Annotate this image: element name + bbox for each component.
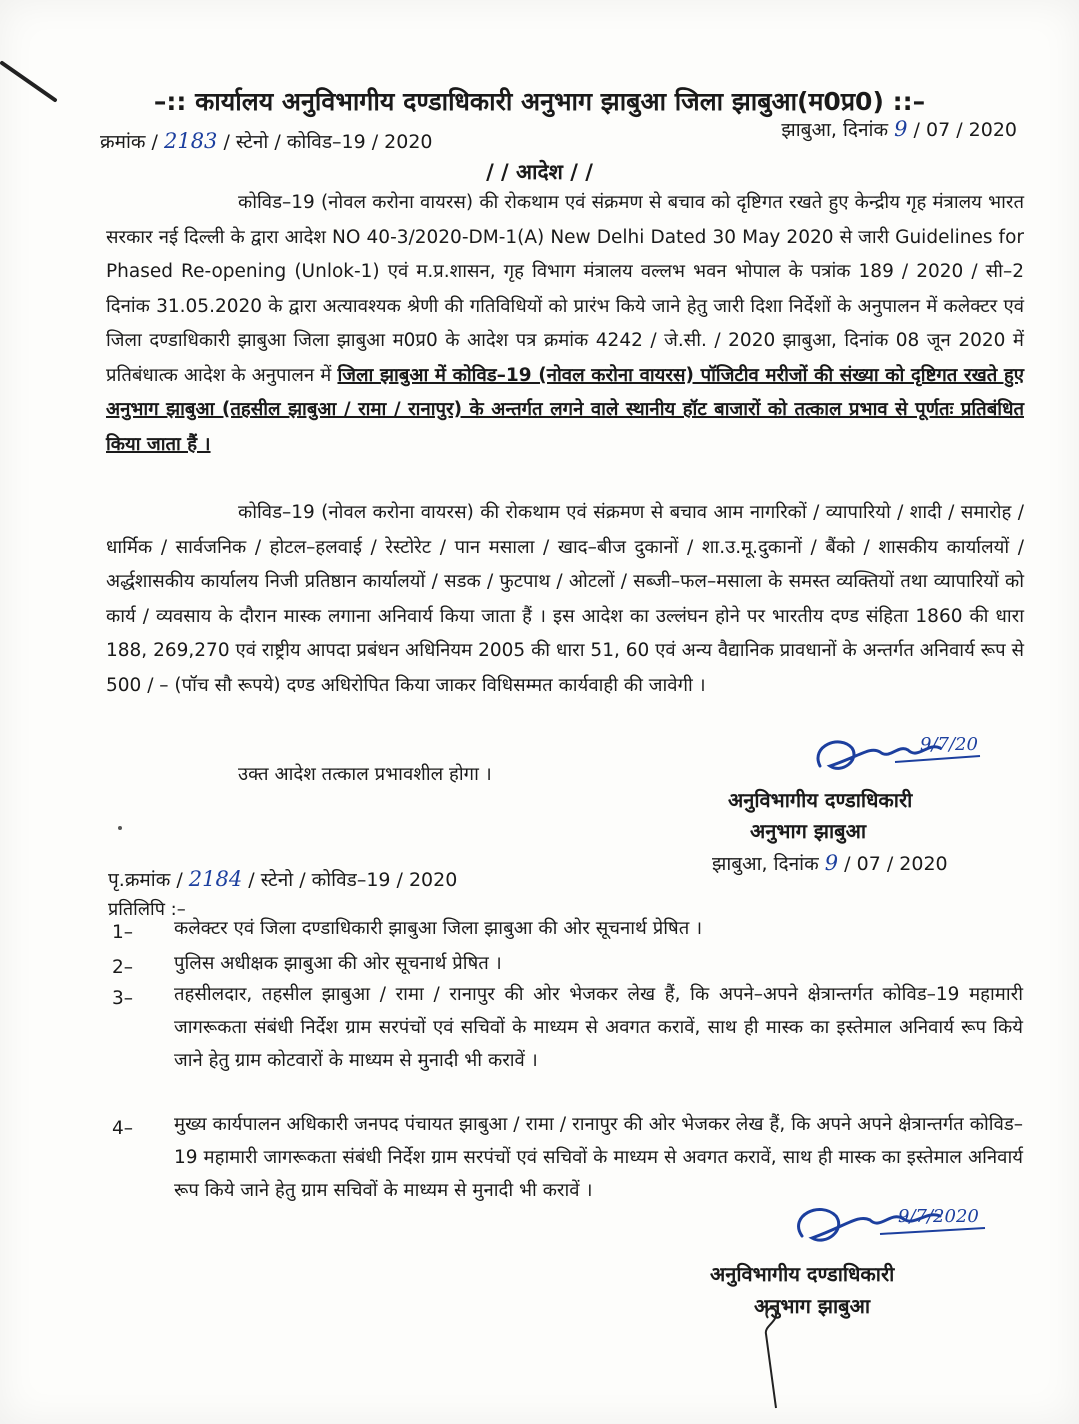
copy-item [108,912,1023,945]
paragraph-1-text: कोविड–19 (नोवल करोना वायरस) की रोकथाम एवं संक्रमण से बचाव को दृष्टिगत रखते हुए केन्द्रीय गृह मंत्रालय भारत सरकार नई दिल्ली के द्वारा आदेश NO 40-3/2020-DM-1(A) New Delhi Dated 30 May 2020 से जारी Guidelines for Phased Re-opening (Unlok-1) एवं म.प्र.शासन, गृह विभाग मंत्रालय वल्लभ भवन भोपाल के पत्रांक 189 / 2020 / सी–2 दिनांक 31.05.2020 के द्वारा अत्यावश्यक श्रेणी की गतिविधियों को प्रारंभ किये जाने हेतु जारी दिशा निर्देशों के अनुपालन में कलेक्टर एवं जिला दण्डाधिकारी झाबुआ जिला झाबुआ म0प्र0 के आदेश पत्र क्रमांक 4242 / जे.सी. / 2020 झाबुआ, दिनांक 08 जून 2020 में प्रतिबंधात्क आदेश के अनुपालन में [106,192,1024,386]
signatory-2-subtitle: अनुभाग झाबुआ [754,1294,871,1318]
copy-item-text: पुलिस अधीक्षक झाबुआ की ओर सूचनार्थ प्रेषित । [174,953,502,974]
signatory-1-subtitle: अनुभाग झाबुआ [750,819,867,843]
signatory-2-title: अनुविभागीय दण्डाधिकारी [710,1262,895,1286]
forward-reference-number [108,866,457,892]
paragraph-1-emphasis: जिला झाबुआ में कोविड–19 (नोवल करोना वायरस) पॉजिटीव मरीजों की संख्या को दृष्टिगत रखते हुए अनुभाग झाबुआ (तहसील झाबुआ / रामा / रानापुर) के अन्तर्गत लगने वाले स्थानीय हॉट बाजारों को तत्काल प्रभाव से पूर्णतः प्रतिबंधित किया जाता हैं । [106,364,1024,455]
copy-item-text: कलेक्टर एवं जिला दण्डाधिकारी झाबुआ जिला झाबुआ की ओर सूचनार्थ प्रेषित । [174,918,703,939]
fwd-ref-prefix: पृ.क्रमांक / [108,869,183,891]
copy-item-text: तहसीलदार, तहसील झाबुआ / रामा / रानापुर की ओर भेजकर लेख हैं, कि अपने–अपने क्षेत्रान्तर्गत कोविड–19 महामारी जागरूकता संबंधी निर्देश ग्राम सरपंचों एवं सचिवों के माध्यम से अवगत करावें, साथ ही मास्क का इस्तेमाल अनिवार्य रूप किये जाने हेतु ग्राम कोटवारों के माध्यम से मुनादी भी करावें । [174,984,1023,1071]
scan-speck [118,826,122,830]
order-paragraph-1 [106,186,1024,462]
signatory-1-title: अनुविभागीय दण्डाधिकारी [728,788,913,812]
signature-1 [800,726,990,786]
date-suffix: / 07 / 2020 [913,119,1017,141]
ref-handwritten-number: 2183 [163,129,218,153]
copy-item-number: 2– [112,957,134,978]
order-heading: / / आदेश / / [486,160,593,184]
order-paragraph-3: उक्त आदेश तत्काल प्रभावशील होगा । [238,764,492,785]
copy-item-number: 3– [112,988,134,1009]
issue-date [781,116,1017,142]
reference-number [100,128,433,154]
ref-suffix: / स्टेनो / कोविड–19 / 2020 [223,131,433,153]
date-handwritten-day: 9 [894,117,908,141]
fwd-date-prefix: झाबुआ, दिनांक [712,853,819,875]
fwd-ref-handwritten-number: 2184 [188,867,243,891]
signature-2-date: 9/7/2020 [898,1206,979,1227]
copy-item-text: मुख्य कार्यपालन अधिकारी जनपद पंचायत झाबुआ / रामा / रानापुर की ओर भेजकर लेख हैं, कि अपने अपने क्षेत्रान्तर्गत कोविड–19 महामारी जागरूकता संबंधी निर्देश ग्राम सरपंचों एवं सचिवों के माध्यम से अवगत करावें, साथ ही मास्क का इस्तेमाल अनिवार्य रूप किये जाने हेतु ग्राम सचिवों के माध्यम से मुनादी भी करावें । [174,1114,1023,1201]
forward-date [712,850,948,876]
signature-1-date: 9/7/20 [920,734,978,755]
copy-item [108,978,1023,1077]
pen-stroke [760,1300,820,1410]
office-title: –:: कार्यालय अनुविभागीय दण्डाधिकारी अनुभाग झाबुआ जिला झाबुआ(म0प्र0) ::– [153,87,926,116]
copy-to-label: प्रतिलिपि :– [108,899,186,920]
signature-2 [780,1192,995,1262]
date-prefix: झाबुआ, दिनांक [781,119,889,141]
copy-item [108,947,1023,980]
fwd-date-suffix: / 07 / 2020 [844,853,948,875]
order-paragraph-2: कोविड–19 (नोवल करोना वायरस) की रोकथाम एवं संक्रमण से बचाव आम नागरिकों / व्यापारियो / शादी / समारोह / धार्मिक / सार्वजनिक / होटल–हलवाई / रेस्टोरेट / पान मसाला / खाद–बीज दुकानों / शा.उ.मू.दुकानों / बैंको / शासकीय कार्यालयों / अर्द्धशासकीय कार्यालय निजी प्रतिष्ठान कार्यालयों / सडक / फुटपाथ / ओटलों / सब्जी–फल–मसाला के समस्त व्यक्तियों तथा व्यापारियों को कार्य / व्यवसाय के दौरान मास्क लगाना अनिवार्य किया जाता हैं । इस आदेश का उल्लंघन होने पर भारतीय दण्ड संहिता 1860 की धारा 188, 269,270 एवं राष्ट्रीय आपदा प्रबंधन अधिनियम 2005 की धारा 51, 60 एवं अन्य वैद्यानिक प्रावधानों के अन्तर्गत अनिवार्य रूप से 500 / – (पॉच सौ रूपये) दण्ड अधिरोपित किया जाकर विधिसम्मत कार्यवाही की जावेगी । [106,502,1024,696]
fwd-ref-suffix: / स्टेनो / कोविड–19 / 2020 [248,869,458,891]
fwd-date-handwritten-day: 9 [824,851,839,875]
ref-prefix: क्रमांक / [100,131,158,153]
copy-item-number: 1– [112,922,134,943]
copy-item-number: 4– [112,1118,134,1139]
